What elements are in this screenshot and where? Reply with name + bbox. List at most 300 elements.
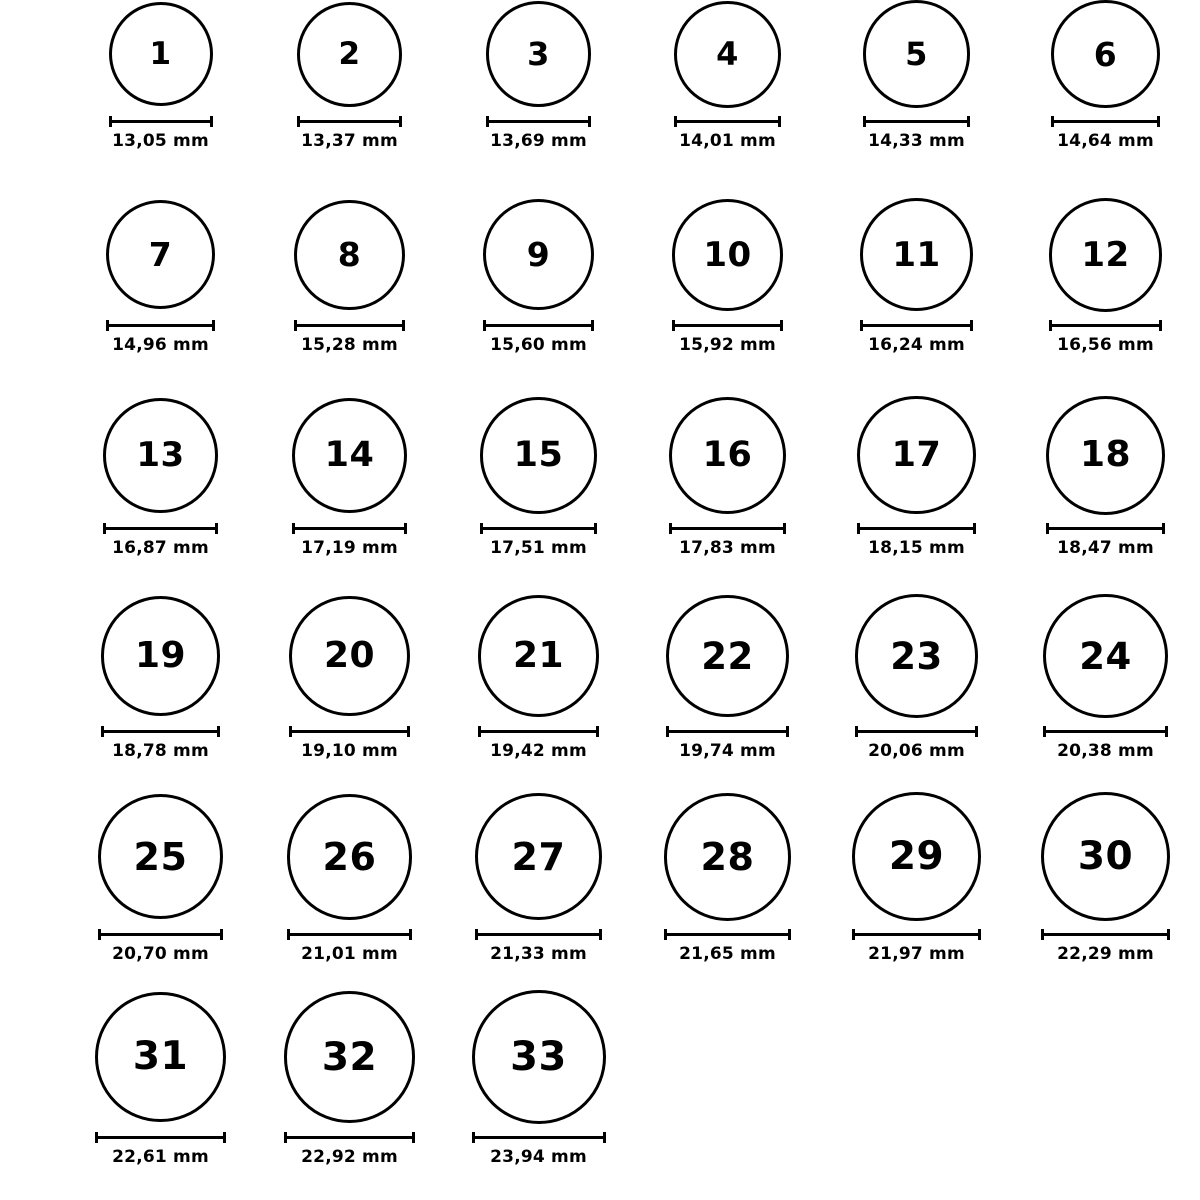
- ring-size-cell: [66, 990, 255, 1167]
- measure-tick-left: [284, 1132, 287, 1143]
- ring-circle-wrapper: [480, 396, 596, 515]
- ring-size-number: 14: [324, 434, 375, 475]
- diameter-measure-bar: [289, 726, 410, 736]
- chart-row: [0, 198, 1200, 396]
- ring-size-cell: [1011, 594, 1200, 761]
- measure-tick-left: [672, 320, 675, 331]
- ring-circle-wrapper: [289, 594, 410, 718]
- diameter-measure-bar: [483, 320, 594, 330]
- measure-tick-right: [220, 929, 223, 940]
- diameter-label: 19,10 mm: [301, 741, 398, 762]
- ring-size-number: 26: [322, 834, 377, 879]
- measure-line: [664, 933, 792, 936]
- ring-circle-wrapper: [863, 0, 971, 108]
- diameter-label: 17,51 mm: [490, 537, 587, 558]
- diameter-label: 22,29 mm: [1057, 944, 1154, 965]
- measure-tick-left: [860, 320, 863, 331]
- measure-tick-left: [101, 726, 104, 737]
- diameter-measure-bar: [475, 929, 602, 939]
- ring-outline-circle: [860, 198, 973, 311]
- diameter-measure-bar: [284, 1132, 415, 1142]
- measure-line: [669, 527, 786, 530]
- chart-row: [0, 792, 1200, 990]
- diameter-label: 14,96 mm: [112, 334, 209, 355]
- measure-tick-left: [292, 523, 295, 534]
- diameter-label: 17,19 mm: [301, 537, 398, 558]
- measure-tick-left: [674, 116, 677, 127]
- measure-line: [1051, 120, 1159, 123]
- chart-row: [0, 396, 1200, 594]
- diameter-measure-bar: [478, 726, 600, 736]
- ring-outline-circle: [1041, 792, 1170, 921]
- diameter-measure-bar: [95, 1132, 225, 1142]
- measure-tick-left: [297, 116, 300, 127]
- diameter-measure-bar: [669, 523, 786, 533]
- measure-tick-right: [1165, 726, 1168, 737]
- ring-size-cell: [66, 0, 255, 151]
- measure-line: [483, 324, 594, 327]
- ring-size-cell: [633, 0, 822, 151]
- ring-circle-wrapper: [284, 990, 415, 1124]
- diameter-label: 14,33 mm: [868, 131, 965, 152]
- measure-line: [101, 730, 221, 733]
- measure-tick-right: [596, 726, 599, 737]
- ring-size-number: 27: [511, 834, 566, 879]
- measure-line: [98, 933, 223, 936]
- ring-size-number: 29: [888, 834, 945, 880]
- measure-tick-right: [1167, 929, 1170, 940]
- ring-outline-circle: [472, 990, 606, 1124]
- diameter-label: 19,42 mm: [490, 741, 587, 762]
- measure-tick-right: [212, 320, 215, 331]
- ring-outline-circle: [109, 2, 213, 106]
- measure-line: [292, 527, 407, 530]
- measure-tick-left: [857, 523, 860, 534]
- ring-size-number: 13: [136, 435, 185, 476]
- ring-size-cell: [822, 792, 1011, 964]
- ring-outline-circle: [294, 200, 404, 310]
- measure-tick-left: [475, 929, 478, 940]
- diameter-measure-bar: [1043, 726, 1167, 736]
- ring-outline-circle: [287, 794, 413, 920]
- measure-tick-left: [863, 116, 866, 127]
- diameter-measure-bar: [480, 523, 596, 533]
- measure-line: [857, 527, 975, 530]
- ring-outline-circle: [95, 992, 225, 1122]
- ring-size-cell: [255, 0, 444, 151]
- measure-tick-left: [109, 116, 112, 127]
- measure-tick-left: [852, 929, 855, 940]
- ring-size-cell: [444, 990, 633, 1167]
- diameter-measure-bar: [1049, 320, 1163, 330]
- ring-outline-circle: [478, 595, 600, 717]
- ring-size-cell: [633, 396, 822, 558]
- measure-tick-right: [599, 929, 602, 940]
- ring-outline-circle: [284, 991, 415, 1122]
- ring-outline-circle: [863, 0, 971, 108]
- measure-line: [480, 527, 596, 530]
- diameter-label: 18,47 mm: [1057, 537, 1154, 558]
- diameter-measure-bar: [472, 1132, 606, 1142]
- diameter-label: 21,01 mm: [301, 944, 398, 965]
- measure-line: [297, 120, 402, 123]
- diameter-measure-bar: [297, 116, 402, 126]
- ring-circle-wrapper: [106, 198, 215, 312]
- measure-tick-right: [591, 320, 594, 331]
- measure-tick-left: [486, 116, 489, 127]
- ring-circle-wrapper: [472, 990, 606, 1124]
- diameter-measure-bar: [109, 116, 213, 126]
- diameter-label: 13,69 mm: [490, 131, 587, 152]
- diameter-measure-bar: [101, 726, 221, 736]
- measure-tick-right: [412, 1132, 415, 1143]
- ring-size-number: 25: [133, 834, 188, 879]
- ring-outline-circle: [98, 794, 223, 919]
- measure-tick-left: [289, 726, 292, 737]
- measure-line: [478, 730, 600, 733]
- measure-line: [289, 730, 410, 733]
- ring-outline-circle: [103, 398, 218, 513]
- measure-tick-right: [970, 320, 973, 331]
- ring-outline-circle: [1049, 198, 1163, 312]
- ring-outline-circle: [1051, 0, 1159, 108]
- ring-outline-circle: [480, 397, 596, 513]
- ring-size-cell: [255, 594, 444, 761]
- ring-outline-circle: [106, 200, 215, 309]
- diameter-label: 14,01 mm: [679, 131, 776, 152]
- measure-line: [1046, 527, 1165, 530]
- ring-outline-circle: [483, 199, 594, 310]
- chart-row: [0, 990, 1200, 1188]
- diameter-measure-bar: [672, 320, 784, 330]
- diameter-label: 16,56 mm: [1057, 334, 1154, 355]
- ring-size-number: 5: [905, 35, 928, 74]
- ring-size-number: 19: [134, 635, 187, 677]
- ring-size-cell: [66, 792, 255, 964]
- measure-tick-left: [294, 320, 297, 331]
- diameter-measure-bar: [1041, 929, 1170, 939]
- measure-tick-left: [1041, 929, 1044, 940]
- ring-circle-wrapper: [483, 198, 594, 312]
- measure-tick-right: [399, 116, 402, 127]
- ring-size-cell: [444, 792, 633, 964]
- ring-size-cell: [633, 792, 822, 964]
- ring-circle-wrapper: [95, 990, 225, 1124]
- measure-line: [863, 120, 971, 123]
- ring-outline-circle: [669, 397, 786, 514]
- measure-tick-right: [402, 320, 405, 331]
- measure-line: [106, 324, 215, 327]
- diameter-label: 13,37 mm: [301, 131, 398, 152]
- ring-outline-circle: [292, 398, 407, 513]
- measure-tick-left: [106, 320, 109, 331]
- ring-outline-circle: [101, 596, 221, 716]
- ring-size-cell: [822, 396, 1011, 558]
- measure-tick-right: [409, 929, 412, 940]
- diameter-label: 16,24 mm: [868, 334, 965, 355]
- measure-tick-right: [1162, 523, 1165, 534]
- measure-line: [860, 324, 973, 327]
- diameter-label: 13,05 mm: [112, 131, 209, 152]
- ring-outline-circle: [672, 199, 784, 311]
- ring-circle-wrapper: [672, 198, 784, 312]
- ring-size-cell: [633, 198, 822, 355]
- ring-outline-circle: [1046, 396, 1165, 515]
- diameter-measure-bar: [863, 116, 971, 126]
- diameter-measure-bar: [486, 116, 592, 126]
- chart-row: [0, 594, 1200, 792]
- measure-tick-right: [973, 523, 976, 534]
- ring-circle-wrapper: [287, 792, 413, 921]
- measure-tick-left: [669, 523, 672, 534]
- diameter-measure-bar: [674, 116, 781, 126]
- diameter-measure-bar: [860, 320, 973, 330]
- diameter-label: 15,92 mm: [679, 334, 776, 355]
- measure-line: [109, 120, 213, 123]
- ring-size-cell: [1011, 198, 1200, 355]
- diameter-label: 14,64 mm: [1057, 131, 1154, 152]
- diameter-label: 16,87 mm: [112, 537, 209, 558]
- diameter-label: 18,15 mm: [868, 537, 965, 558]
- measure-tick-right: [594, 523, 597, 534]
- chart-row: [0, 0, 1200, 198]
- measure-tick-left: [287, 929, 290, 940]
- ring-size-number: 30: [1077, 834, 1134, 880]
- measure-tick-right: [217, 726, 220, 737]
- diameter-label: 21,33 mm: [490, 944, 587, 965]
- ring-size-number: 4: [716, 35, 739, 74]
- measure-tick-left: [855, 726, 858, 737]
- ring-outline-circle: [297, 2, 402, 107]
- ring-size-cell: [1011, 0, 1200, 151]
- measure-tick-right: [210, 116, 213, 127]
- measure-line: [855, 730, 978, 733]
- ring-size-number: 33: [510, 1034, 567, 1080]
- diameter-measure-bar: [1046, 523, 1165, 533]
- ring-circle-wrapper: [478, 594, 600, 718]
- ring-outline-circle: [486, 1, 592, 107]
- measure-tick-right: [780, 320, 783, 331]
- ring-size-number: 23: [890, 634, 943, 678]
- ring-outline-circle: [666, 595, 788, 717]
- measure-tick-left: [480, 523, 483, 534]
- ring-size-cell: [255, 990, 444, 1167]
- ring-outline-circle: [1043, 594, 1167, 718]
- ring-size-cell: [1011, 792, 1200, 964]
- measure-line: [486, 120, 592, 123]
- ring-size-number: 8: [337, 235, 362, 275]
- measure-tick-left: [1051, 116, 1054, 127]
- measure-tick-right: [786, 726, 789, 737]
- measure-line: [475, 933, 602, 936]
- ring-size-cell: [66, 198, 255, 355]
- ring-size-number: 15: [513, 434, 564, 475]
- ring-size-number: 7: [148, 235, 173, 275]
- ring-outline-circle: [475, 793, 602, 920]
- ring-size-number: 11: [892, 234, 941, 275]
- measure-tick-left: [95, 1132, 98, 1143]
- measure-tick-right: [978, 929, 981, 940]
- ring-size-cell: [822, 198, 1011, 355]
- diameter-measure-bar: [664, 929, 792, 939]
- ring-size-number: 9: [526, 235, 551, 275]
- diameter-label: 23,94 mm: [490, 1147, 587, 1167]
- measure-tick-left: [483, 320, 486, 331]
- diameter-measure-bar: [1051, 116, 1159, 126]
- measure-line: [472, 1136, 606, 1139]
- ring-size-number: 12: [1081, 234, 1130, 275]
- diameter-measure-bar: [287, 929, 413, 939]
- measure-tick-left: [1043, 726, 1046, 737]
- diameter-measure-bar: [98, 929, 223, 939]
- measure-tick-left: [98, 929, 101, 940]
- measure-tick-right: [967, 116, 970, 127]
- measure-tick-right: [783, 523, 786, 534]
- diameter-label: 19,74 mm: [679, 741, 776, 762]
- measure-line: [95, 1136, 225, 1139]
- ring-size-cell: [822, 594, 1011, 761]
- measure-line: [284, 1136, 415, 1139]
- diameter-measure-bar: [852, 929, 981, 939]
- diameter-label: 17,83 mm: [679, 537, 776, 558]
- measure-tick-right: [1159, 320, 1162, 331]
- ring-circle-wrapper: [666, 594, 788, 718]
- measure-tick-right: [407, 726, 410, 737]
- diameter-label: 20,38 mm: [1057, 741, 1154, 762]
- ring-outline-circle: [855, 594, 978, 717]
- measure-tick-right: [603, 1132, 606, 1143]
- ring-circle-wrapper: [857, 396, 975, 515]
- diameter-measure-bar: [103, 523, 218, 533]
- measure-tick-left: [666, 726, 669, 737]
- ring-circle-wrapper: [486, 0, 592, 108]
- ring-size-number: 18: [1079, 434, 1132, 476]
- measure-tick-left: [103, 523, 106, 534]
- measure-tick-left: [478, 726, 481, 737]
- ring-circle-wrapper: [852, 792, 981, 921]
- ring-size-number: 2: [338, 35, 361, 72]
- measure-tick-right: [778, 116, 781, 127]
- ring-size-cell: [255, 396, 444, 558]
- diameter-label: 15,60 mm: [490, 334, 587, 355]
- ring-size-cell: [444, 198, 633, 355]
- ring-size-cell: [444, 594, 633, 761]
- ring-circle-wrapper: [1043, 594, 1167, 718]
- ring-circle-wrapper: [1049, 198, 1163, 312]
- ring-circle-wrapper: [297, 0, 402, 108]
- ring-circle-wrapper: [664, 792, 792, 921]
- ring-size-cell: [822, 0, 1011, 151]
- diameter-label: 18,78 mm: [112, 741, 209, 762]
- measure-tick-left: [664, 929, 667, 940]
- measure-tick-right: [215, 523, 218, 534]
- ring-size-cell: [444, 0, 633, 151]
- ring-outline-circle: [289, 596, 410, 717]
- ring-circle-wrapper: [103, 396, 218, 515]
- measure-line: [1041, 933, 1170, 936]
- measure-tick-right: [1157, 116, 1160, 127]
- diameter-label: 21,97 mm: [868, 944, 965, 965]
- ring-circle-wrapper: [294, 198, 404, 312]
- ring-size-number: 20: [323, 635, 376, 677]
- ring-size-number: 31: [132, 1034, 189, 1080]
- ring-size-cell: [633, 594, 822, 761]
- ring-size-number: 17: [891, 434, 942, 475]
- measure-line: [674, 120, 781, 123]
- ring-circle-wrapper: [98, 792, 223, 921]
- ring-circle-wrapper: [1051, 0, 1159, 108]
- ring-circle-wrapper: [1046, 396, 1165, 515]
- diameter-label: 20,70 mm: [112, 944, 209, 965]
- diameter-measure-bar: [855, 726, 978, 736]
- ring-size-cell: [66, 594, 255, 761]
- ring-size-number: 21: [512, 635, 565, 677]
- diameter-measure-bar: [857, 523, 975, 533]
- measure-tick-right: [975, 726, 978, 737]
- measure-line: [103, 527, 218, 530]
- ring-circle-wrapper: [475, 792, 602, 921]
- diameter-measure-bar: [294, 320, 404, 330]
- ring-circle-wrapper: [860, 198, 973, 312]
- measure-tick-left: [1046, 523, 1049, 534]
- ring-size-cell: [255, 198, 444, 355]
- ring-outline-circle: [664, 793, 792, 921]
- ring-outline-circle: [852, 792, 981, 921]
- ring-size-number: 28: [700, 834, 755, 879]
- ring-size-number: 10: [703, 234, 752, 275]
- diameter-label: 15,28 mm: [301, 334, 398, 355]
- diameter-label: 22,92 mm: [301, 1147, 398, 1167]
- measure-tick-left: [472, 1132, 475, 1143]
- diameter-label: 20,06 mm: [868, 741, 965, 762]
- diameter-label: 22,61 mm: [112, 1147, 209, 1167]
- ring-size-cell: [1011, 396, 1200, 558]
- diameter-label: 21,65 mm: [679, 944, 776, 965]
- ring-circle-wrapper: [101, 594, 221, 718]
- ring-size-number: 1: [149, 35, 172, 72]
- ring-size-number: 22: [701, 634, 754, 678]
- ring-circle-wrapper: [109, 0, 213, 108]
- ring-size-number: 16: [702, 434, 753, 475]
- measure-tick-right: [223, 1132, 226, 1143]
- measure-line: [1049, 324, 1163, 327]
- diameter-measure-bar: [106, 320, 215, 330]
- diameter-measure-bar: [292, 523, 407, 533]
- measure-line: [1043, 730, 1167, 733]
- ring-size-number: 24: [1079, 634, 1132, 678]
- ring-size-cell: [255, 792, 444, 964]
- measure-line: [287, 933, 413, 936]
- measure-tick-left: [1049, 320, 1052, 331]
- measure-tick-right: [588, 116, 591, 127]
- ring-outline-circle: [674, 1, 781, 108]
- ring-circle-wrapper: [292, 396, 407, 515]
- ring-circle-wrapper: [669, 396, 786, 515]
- ring-size-number: 6: [1093, 34, 1118, 74]
- ring-size-number: 32: [321, 1034, 378, 1080]
- measure-tick-right: [404, 523, 407, 534]
- ring-size-cell: [66, 396, 255, 558]
- ring-circle-wrapper: [1041, 792, 1170, 921]
- measure-tick-right: [788, 929, 791, 940]
- ring-outline-circle: [857, 396, 975, 514]
- diameter-measure-bar: [666, 726, 788, 736]
- ring-circle-wrapper: [855, 594, 978, 718]
- ring-circle-wrapper: [674, 0, 781, 108]
- measure-line: [666, 730, 788, 733]
- measure-line: [672, 324, 784, 327]
- measure-line: [852, 933, 981, 936]
